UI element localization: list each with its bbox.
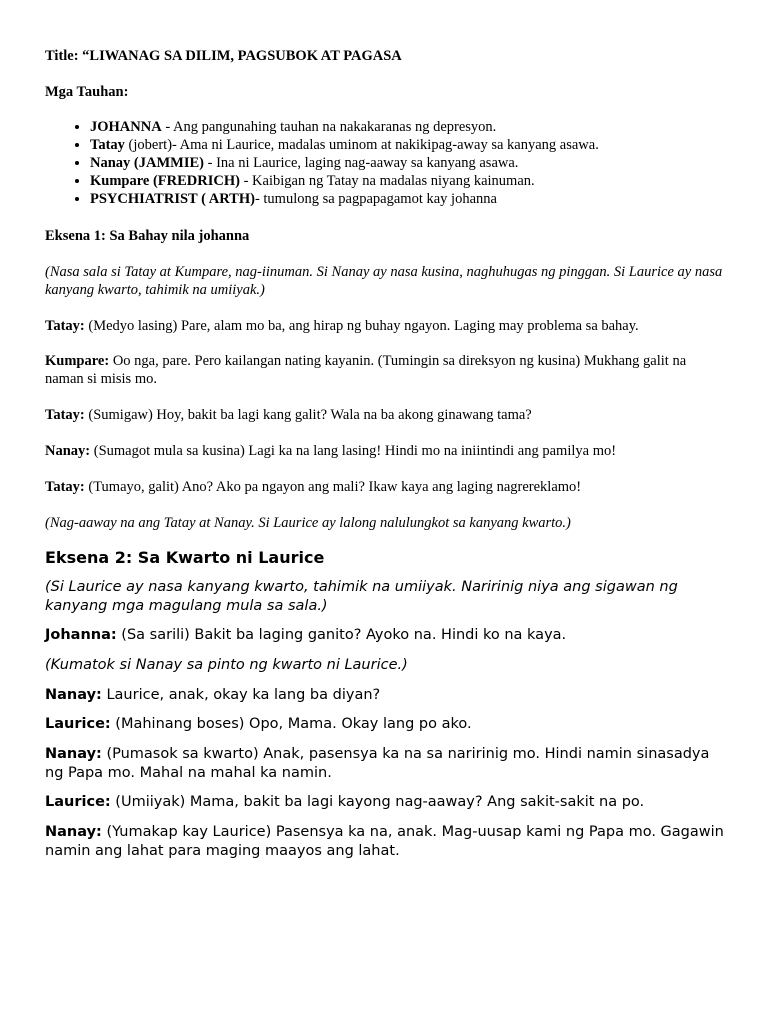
cast-item <box>90 136 730 154</box>
cast-name: Kumpare (FREDRICH) <box>90 173 240 189</box>
cast-item <box>90 172 730 190</box>
speaker-name: Nanay: <box>45 687 102 703</box>
speaker-name: Nanay: <box>45 443 91 459</box>
dialogue-text: (Sumigaw) Hoy, bakit ba lagi kang galit? Wala na ba akong ginawang tama? <box>84 407 532 423</box>
dialogue-text: (Mahinang boses) Opo, Mama. Okay lang po ako. <box>110 716 472 732</box>
speaker-name: Laurice: <box>45 794 111 810</box>
cast-desc: - tumulong sa pagpapagamot kay johanna <box>254 191 497 207</box>
speaker-name: Nanay: <box>45 824 102 840</box>
cast-desc: - Ang pangunahing tauhan na nakakaranas ng depresyon. <box>161 119 497 135</box>
scene1-closing-direction: (Nag-aaway na ang Tatay at Nanay. Si Laurice ay lalong nalulungkot sa kanyang kwarto.) <box>45 515 571 531</box>
cast-name: Tatay <box>90 137 125 153</box>
dialogue-text: (Umiiyak) Mama, bakit ba lagi kayong nag-aaway? Ang sakit-sakit na po. <box>110 794 645 810</box>
cast-desc: - Ina ni Laurice, laging nag-aaway sa kanyang asawa. <box>203 155 519 171</box>
cast-list <box>45 118 730 208</box>
cast-item <box>90 190 730 208</box>
cast-desc: - Kaibigan ng Tatay na madalas niyang kainuman. <box>239 173 535 189</box>
cast-name: JOHANNA <box>90 119 162 135</box>
scene1-stage-direction: (Nasa sala si Tatay at Kumpare, nag-iinuman. Si Nanay ay nasa kusina, naghuhugas ng pinggan. Si Laurice ay nasa kanyang kwarto, tahimik na umiiyak.) <box>45 264 723 298</box>
speaker-name: Tatay: <box>45 479 85 495</box>
dialogue-line <box>45 745 725 783</box>
dialogue-line <box>45 442 725 460</box>
scene2-stage-direction: (Si Laurice ay nasa kanyang kwarto, tahimik na umiiyak. Naririnig niya ang sigawan ng kanyang mga magulang mula sa sala.) <box>45 579 678 614</box>
dialogue-text: (Tumayo, galit) Ano? Ako pa ngayon ang mali? Ikaw kaya ang laging nagrereklamo! <box>84 479 582 495</box>
dialogue-text: (Sumagot mula sa kusina) Lagi ka na lang lasing! Hindi mo na iniintindi ang pamilya mo! <box>90 443 617 459</box>
dialogue-text: (Sa sarili) Bakit ba laging ganito? Ayoko na. Hindi ko na kaya. <box>116 627 567 643</box>
dialogue-text: Oo nga, pare. Pero kailangan nating kayanin. (Tumingin sa direksyon ng kusina) Mukhang galit na naman si misis mo. <box>45 353 687 387</box>
speaker-name: Johanna: <box>45 627 117 643</box>
dialogue-line <box>45 406 725 424</box>
cast-name: Nanay (JAMMIE) <box>90 155 204 171</box>
dialogue-line <box>45 352 725 388</box>
speaker-name: Nanay: <box>45 746 102 762</box>
cast-name: PSYCHIATRIST ( ARTH) <box>90 191 255 207</box>
document-title: Title: “LIWANAG SA DILIM, PAGSUBOK AT PAGASA <box>45 48 402 64</box>
dialogue-line <box>45 686 725 705</box>
cast-desc: (jobert)- Ama ni Laurice, madalas uminom at nakikipag-away sa kanyang asawa. <box>124 137 599 153</box>
dialogue-text: (Medyo lasing) Pare, alam mo ba, ang hirap ng buhay ngayon. Laging may problema sa bahay. <box>84 318 639 334</box>
speaker-name: Tatay: <box>45 318 85 334</box>
cast-item <box>90 118 730 136</box>
dialogue-line <box>45 715 725 734</box>
dialogue-text: Laurice, anak, okay ka lang ba diyan? <box>101 687 381 703</box>
scene2-stage-direction-2: (Kumatok si Nanay sa pinto ng kwarto ni Laurice.) <box>45 657 408 673</box>
scene2-heading: Eksena 2: Sa Kwarto ni Laurice <box>45 548 325 567</box>
speaker-name: Tatay: <box>45 407 85 423</box>
cast-item <box>90 154 730 172</box>
dialogue-line <box>45 478 725 496</box>
scene1-heading: Eksena 1: Sa Bahay nila johanna <box>45 228 250 244</box>
dialogue-text: (Yumakap kay Laurice) Pasensya ka na, anak. Mag-uusap kami ng Papa mo. Gagawin namin ang lahat para maging maayos ang lahat. <box>45 824 724 859</box>
speaker-name: Laurice: <box>45 716 111 732</box>
dialogue-text: (Pumasok sa kwarto) Anak, pasensya ka na sa naririnig mo. Hindi namin sinasadya ng Papa mo. Mahal na mahal ka namin. <box>45 746 710 781</box>
dialogue-line <box>45 317 725 335</box>
dialogue-line <box>45 626 725 645</box>
speaker-name: Kumpare: <box>45 353 110 369</box>
dialogue-line <box>45 823 725 861</box>
dialogue-line <box>45 793 725 812</box>
cast-heading: Mga Tauhan: <box>45 84 129 100</box>
